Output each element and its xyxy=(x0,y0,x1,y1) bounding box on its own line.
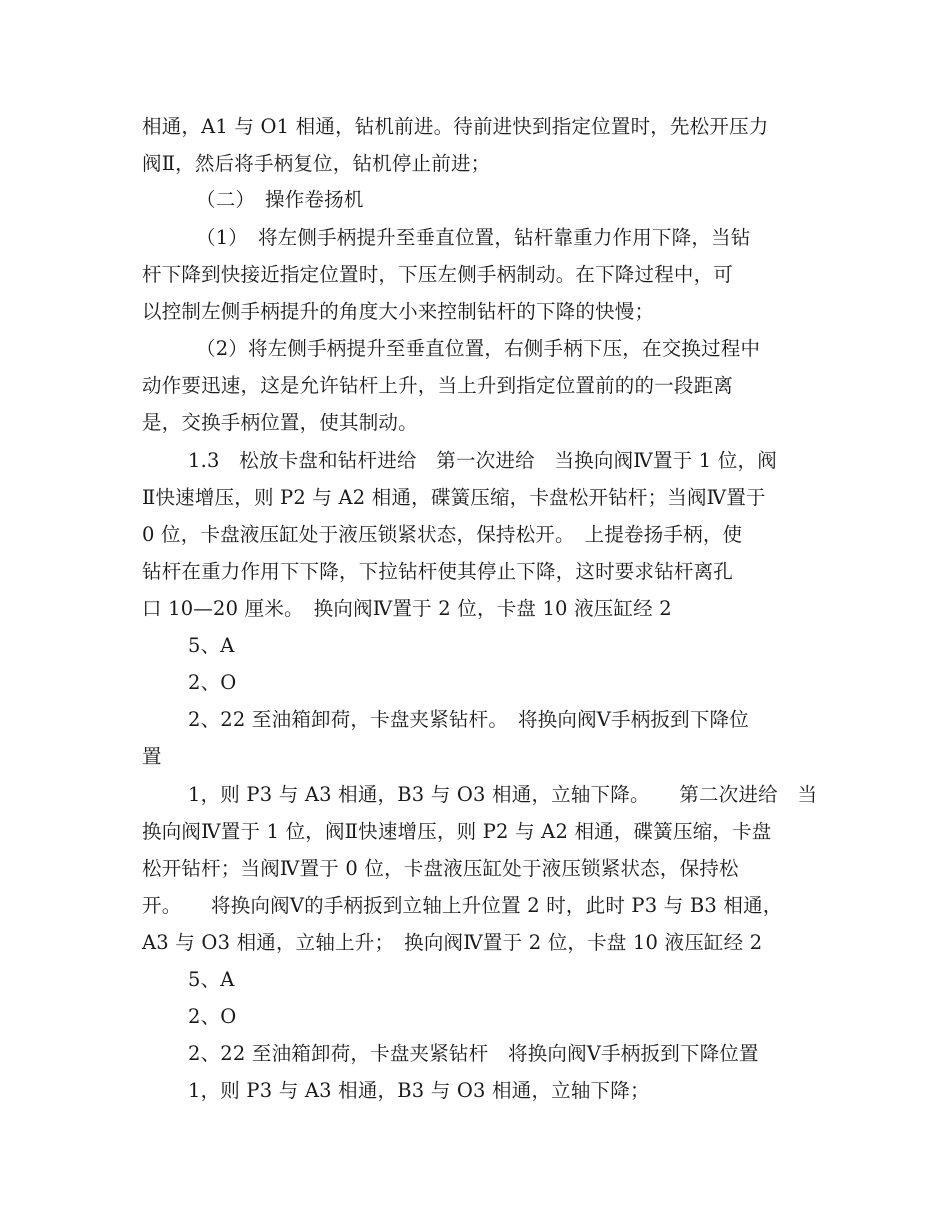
text-line: 相通，A1 与 O1 相通，钻机前进。待前进快到指定位置时，先松开压力 xyxy=(142,115,769,138)
text-line: 0 位，卡盘液压缸处于液压锁紧状态，保持松开。 上提卷扬手柄，使 xyxy=(142,523,743,546)
text-line: 开。 将换向阀Ⅴ的手柄扳到立轴上升位置 2 时，此时 P3 与 B3 相通， xyxy=(142,894,783,917)
text-line: 1，则 P3 与 A3 相通，B3 与 O3 相通，立轴下降； xyxy=(188,1079,650,1102)
text-line: 口 10—20 厘米。 换向阀Ⅳ置于 2 位，卡盘 10 液压缸经 2 xyxy=(142,597,672,620)
text-line: 2、22 至油箱卸荷，卡盘夹紧钻杆 将换向阀Ⅴ手柄扳到下降位置 xyxy=(188,1042,759,1065)
text-line: 以控制左侧手柄提升的角度大小来控制钻杆的下降的快慢； xyxy=(142,300,655,323)
text-line: 2、O xyxy=(188,671,237,694)
text-line: 动作要迅速，这是允许钻杆上升，当上升到指定位置前的的一段距离 xyxy=(142,374,734,397)
text-line: 换向阀Ⅳ置于 1 位，阀Ⅱ快速增压，则 P2 与 A2 相通，碟簧压缩，卡盘 xyxy=(142,820,772,843)
text-line: 1，则 P3 与 A3 相通，B3 与 O3 相通，立轴下降。 第二次进给 当 xyxy=(188,783,818,806)
text-line: 2、22 至油箱卸荷，卡盘夹紧钻杆。 将换向阀Ⅴ手柄扳到下降位 xyxy=(188,708,749,731)
text-line: 2、O xyxy=(188,1005,237,1028)
text-line: 5、A xyxy=(188,968,235,991)
text-line: 置 xyxy=(142,745,162,768)
text-line: 松开钻杆；当阀Ⅳ置于 0 位，卡盘液压缸处于液压锁紧状态，保持松 xyxy=(142,857,739,880)
text-line: 钻杆在重力作用下下降，下拉钻杆使其停止下降，这时要求钻杆离孔 xyxy=(142,560,734,583)
text-line: 是，交换手柄位置，使其制动。 xyxy=(142,411,418,434)
text-line: （1） 将左侧手柄提升至垂直位置，钻杆靠重力作用下降，当钻 xyxy=(196,226,751,249)
text-line: 阀Ⅱ，然后将手柄复位，钻机停止前进； xyxy=(142,152,491,175)
text-line: （2）将左侧手柄提升至垂直位置，右侧手柄下压，在交换过程中 xyxy=(196,337,761,360)
text-line: 杆下降到快接近指定位置时，下压左侧手柄制动。在下降过程中，可 xyxy=(142,263,734,286)
text-line: Ⅱ快速增压，则 P2 与 A2 相通，碟簧压缩，卡盘松开钻杆；当阀Ⅳ置于 xyxy=(142,486,766,509)
text-line: 5、A xyxy=(188,634,235,657)
section-heading: （二） 操作卷扬机 xyxy=(196,188,364,211)
text-line: 1.3 松放卡盘和钻杆进给 第一次进给 当换向阀Ⅳ置于 1 位，阀 xyxy=(188,449,777,472)
text-line: A3 与 O3 相通，立轴上升； 换向阀Ⅳ置于 2 位，卡盘 10 液压缸经 2 xyxy=(142,931,763,954)
